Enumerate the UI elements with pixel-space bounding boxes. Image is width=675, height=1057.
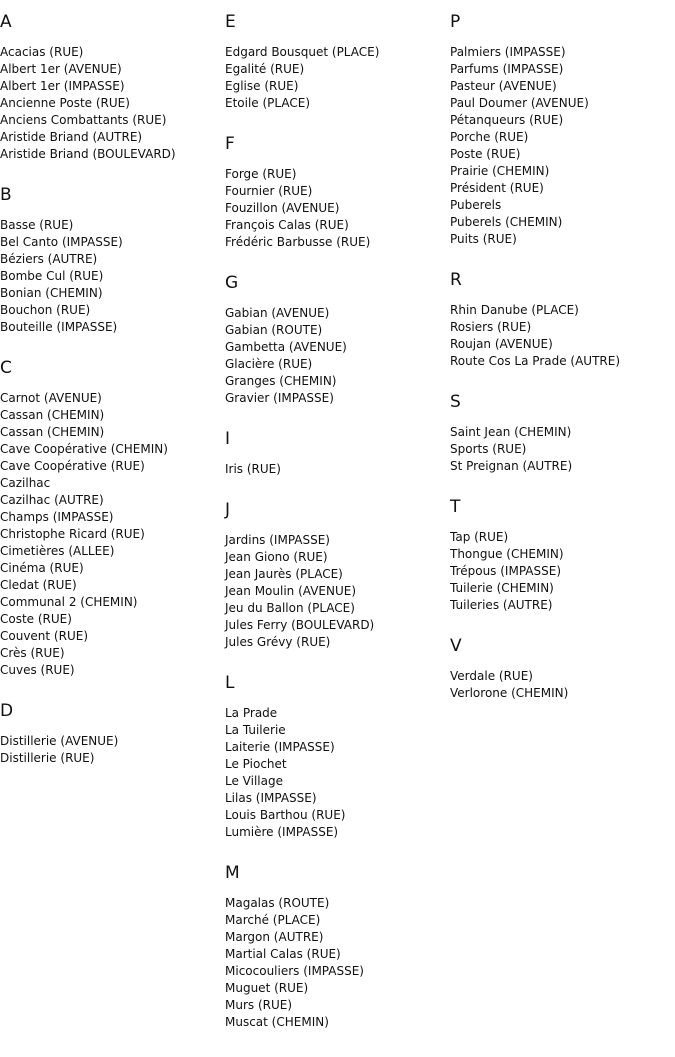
street-item: Forge (RUE) xyxy=(225,167,297,181)
letter-section xyxy=(450,0,675,248)
street-item: Jules Ferry (BOULEVARD) xyxy=(225,618,375,632)
street-item: Anciens Combattants (RUE) xyxy=(0,113,167,127)
section-letter-heading: C xyxy=(0,358,12,378)
street-item: Tap (RUE) xyxy=(450,530,509,544)
street-item: Coste (RUE) xyxy=(0,612,72,626)
street-item: Christophe Ricard (RUE) xyxy=(0,527,145,541)
street-list xyxy=(0,217,225,336)
street-item: Albert 1er (IMPASSE) xyxy=(0,79,125,93)
letter-section xyxy=(225,407,450,478)
street-list xyxy=(450,668,675,702)
letter-section xyxy=(0,163,225,336)
street-item: Tuileries (AUTRE) xyxy=(450,598,553,612)
street-item: Porche (RUE) xyxy=(450,130,529,144)
street-item: Etoile (PLACE) xyxy=(225,96,311,110)
street-item: Cledat (RUE) xyxy=(0,578,77,592)
street-item: Edgard Bousquet (PLACE) xyxy=(225,45,380,59)
section-letter-heading: T xyxy=(450,497,461,517)
street-item: Eglise (RUE) xyxy=(225,79,299,93)
street-item: Pétanqueurs (RUE) xyxy=(450,113,564,127)
street-item: Puberels xyxy=(450,198,502,212)
street-item: Cassan (CHEMIN) xyxy=(0,425,105,439)
street-index-column-1 xyxy=(0,0,225,767)
street-item: Fournier (RUE) xyxy=(225,184,313,198)
letter-section xyxy=(225,251,450,407)
section-letter-heading: F xyxy=(225,134,235,154)
street-list xyxy=(225,44,450,112)
street-item: Bombe Cul (RUE) xyxy=(0,269,104,283)
street-item: Jean Moulin (AVENUE) xyxy=(225,584,357,598)
street-item: Muguet (RUE) xyxy=(225,981,309,995)
street-item: Verdale (RUE) xyxy=(450,669,533,683)
street-list xyxy=(225,705,450,841)
street-list xyxy=(450,44,675,248)
street-item: Bouchon (RUE) xyxy=(0,303,91,317)
street-item: St Preignan (AUTRE) xyxy=(450,459,573,473)
street-item: Cave Coopérative (CHEMIN) xyxy=(0,442,168,456)
street-item: Gambetta (AVENUE) xyxy=(225,340,347,354)
street-item: François Calas (RUE) xyxy=(225,218,349,232)
street-item: Granges (CHEMIN) xyxy=(225,374,337,388)
street-item: La Prade xyxy=(225,706,278,720)
street-item: Prairie (CHEMIN) xyxy=(450,164,550,178)
street-item: Tuilerie (CHEMIN) xyxy=(450,581,554,595)
letter-section xyxy=(450,370,675,475)
street-item: Gabian (ROUTE) xyxy=(225,323,323,337)
street-item: Glacière (RUE) xyxy=(225,357,313,371)
street-item: Cazilhac xyxy=(0,476,51,490)
street-item: Aristide Briand (AUTRE) xyxy=(0,130,143,144)
street-item: Poste (RUE) xyxy=(450,147,521,161)
street-item: Frédéric Barbusse (RUE) xyxy=(225,235,371,249)
street-item: Jeu du Ballon (PLACE) xyxy=(225,601,355,615)
street-item: Louis Barthou (RUE) xyxy=(225,808,346,822)
street-item: Le Piochet xyxy=(225,757,287,771)
street-item: Cinéma (RUE) xyxy=(0,561,84,575)
letter-section xyxy=(450,248,675,370)
street-item: Béziers (AUTRE) xyxy=(0,252,98,266)
street-item: Parfums (IMPASSE) xyxy=(450,62,564,76)
street-item: Cave Coopérative (RUE) xyxy=(0,459,145,473)
street-item: Couvent (RUE) xyxy=(0,629,89,643)
street-list xyxy=(225,166,450,251)
letter-section xyxy=(225,112,450,251)
street-item: Route Cos La Prade (AUTRE) xyxy=(450,354,621,368)
street-item: Magalas (ROUTE) xyxy=(225,896,330,910)
street-item: Bonian (CHEMIN) xyxy=(0,286,103,300)
street-item: Bouteille (IMPASSE) xyxy=(0,320,118,334)
street-item: Roujan (AVENUE) xyxy=(450,337,553,351)
street-list xyxy=(450,424,675,475)
street-index-column-3 xyxy=(450,0,675,702)
street-item: Egalité (RUE) xyxy=(225,62,305,76)
street-item: Saint Jean (CHEMIN) xyxy=(450,425,572,439)
street-item: Iris (RUE) xyxy=(225,462,281,476)
section-letter-heading: G xyxy=(225,273,239,293)
street-item: Micocouliers (IMPASSE) xyxy=(225,964,364,978)
street-item: Jean Giono (RUE) xyxy=(225,550,328,564)
street-item: Cazilhac (AUTRE) xyxy=(0,493,104,507)
section-letter-heading: A xyxy=(0,12,12,32)
street-item: Puits (RUE) xyxy=(450,232,517,246)
street-item: Jules Grévy (RUE) xyxy=(225,635,331,649)
street-item: Jardins (IMPASSE) xyxy=(225,533,330,547)
section-letter-heading: J xyxy=(225,500,231,520)
letter-section xyxy=(0,336,225,679)
section-letter-heading: P xyxy=(450,12,461,32)
letter-section xyxy=(450,475,675,614)
street-item: Margon (AUTRE) xyxy=(225,930,324,944)
street-item: Ancienne Poste (RUE) xyxy=(0,96,130,110)
section-letter-heading: I xyxy=(225,429,231,449)
section-letter-heading: R xyxy=(450,270,462,290)
street-item: Distillerie (RUE) xyxy=(0,751,95,765)
street-item: Carnot (AVENUE) xyxy=(0,391,102,405)
letter-section xyxy=(0,679,225,767)
street-item: Crès (RUE) xyxy=(0,646,65,660)
street-item: Cuves (RUE) xyxy=(0,663,75,677)
street-list xyxy=(0,733,225,767)
street-item: Pasteur (AVENUE) xyxy=(450,79,557,93)
street-item: Champs (IMPASSE) xyxy=(0,510,114,524)
street-item: Martial Calas (RUE) xyxy=(225,947,341,961)
street-item: Bel Canto (IMPASSE) xyxy=(0,235,123,249)
letter-section xyxy=(225,841,450,1031)
section-letter-heading: M xyxy=(225,863,240,883)
street-item: Cassan (CHEMIN) xyxy=(0,408,105,422)
street-list xyxy=(225,532,450,651)
street-item: Albert 1er (AVENUE) xyxy=(0,62,122,76)
street-item: Muscat (CHEMIN) xyxy=(225,1015,329,1029)
street-item: Fouzillon (AVENUE) xyxy=(225,201,340,215)
street-list xyxy=(225,461,450,478)
street-item: Basse (RUE) xyxy=(0,218,74,232)
street-item: Marché (PLACE) xyxy=(225,913,321,927)
street-list xyxy=(0,44,225,163)
street-item: Aristide Briand (BOULEVARD) xyxy=(0,147,176,161)
street-item: Rhin Danube (PLACE) xyxy=(450,303,579,317)
street-item: Président (RUE) xyxy=(450,181,544,195)
street-item: Gravier (IMPASSE) xyxy=(225,391,334,405)
letter-section xyxy=(225,651,450,841)
street-item: Le Village xyxy=(225,774,283,788)
street-list xyxy=(450,302,675,370)
street-item: Lilas (IMPASSE) xyxy=(225,791,317,805)
street-item: Cimetières (ALLEE) xyxy=(0,544,115,558)
street-index-column-2 xyxy=(225,0,450,1031)
street-item: Lumière (IMPASSE) xyxy=(225,825,339,839)
section-letter-heading: E xyxy=(225,12,236,32)
letter-section xyxy=(225,478,450,651)
section-letter-heading: L xyxy=(225,673,235,693)
section-letter-heading: D xyxy=(0,701,14,721)
section-letter-heading: B xyxy=(0,185,12,205)
street-item: Jean Jaurès (PLACE) xyxy=(225,567,343,581)
section-letter-heading: S xyxy=(450,392,461,412)
street-item: Puberels (CHEMIN) xyxy=(450,215,563,229)
street-item: Gabian (AVENUE) xyxy=(225,306,330,320)
letter-section xyxy=(450,614,675,702)
street-list xyxy=(0,390,225,679)
street-item: Trépous (IMPASSE) xyxy=(450,564,561,578)
letter-section xyxy=(0,0,225,163)
street-list xyxy=(225,305,450,407)
street-item: Laiterie (IMPASSE) xyxy=(225,740,335,754)
street-item: Rosiers (RUE) xyxy=(450,320,532,334)
street-item: La Tuilerie xyxy=(225,723,286,737)
street-item: Sports (RUE) xyxy=(450,442,527,456)
section-letter-heading: V xyxy=(450,636,462,656)
street-list xyxy=(450,529,675,614)
letter-section xyxy=(225,0,450,112)
street-item: Palmiers (IMPASSE) xyxy=(450,45,566,59)
street-item: Communal 2 (CHEMIN) xyxy=(0,595,138,609)
street-item: Acacias (RUE) xyxy=(0,45,84,59)
street-list xyxy=(225,895,450,1031)
street-item: Thongue (CHEMIN) xyxy=(450,547,564,561)
street-item: Verlorone (CHEMIN) xyxy=(450,686,569,700)
street-item: Paul Doumer (AVENUE) xyxy=(450,96,589,110)
street-item: Distillerie (AVENUE) xyxy=(0,734,119,748)
street-item: Murs (RUE) xyxy=(225,998,293,1012)
